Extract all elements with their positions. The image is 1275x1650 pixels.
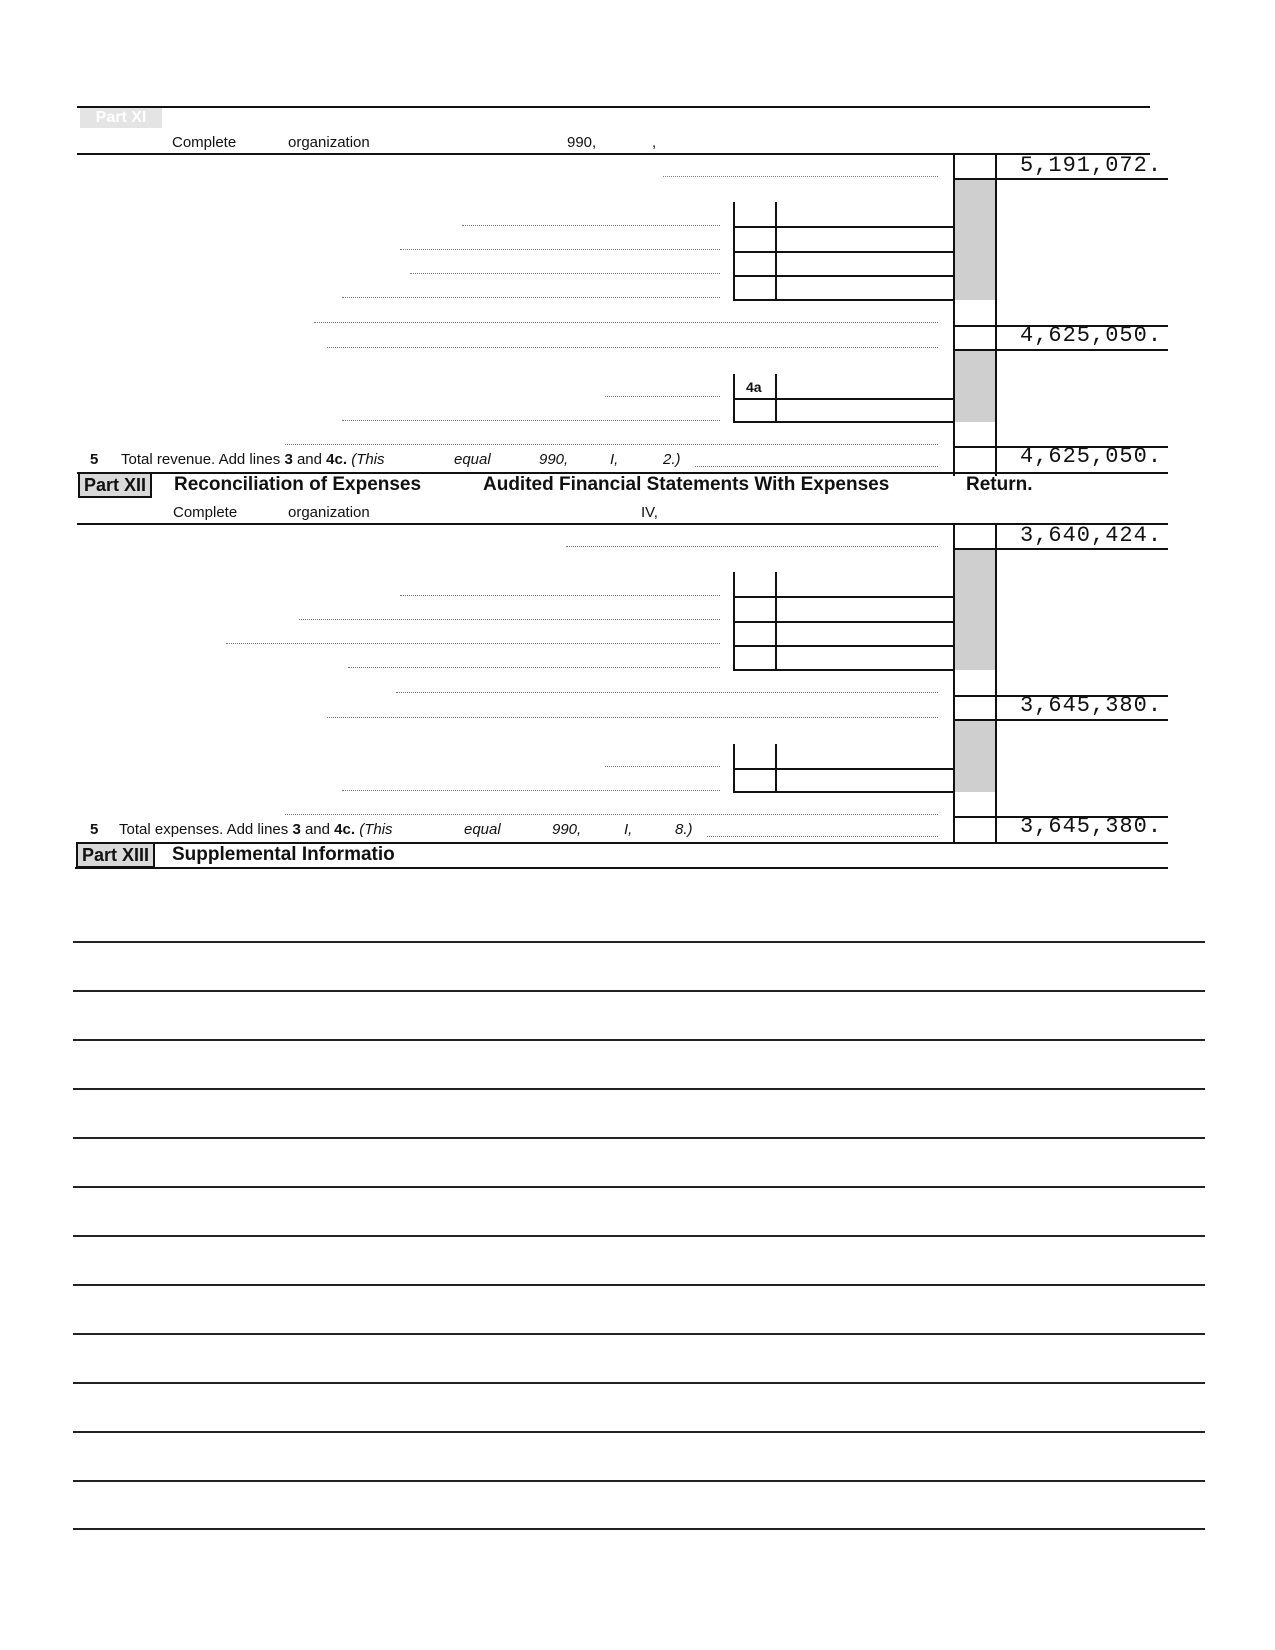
part-xi-subbox-row3	[733, 275, 953, 277]
part-xii-instruction-organization: organization	[288, 504, 370, 521]
part-xii-header-rule	[77, 523, 1168, 525]
part-xi-line5-part: I,	[610, 451, 619, 468]
part-xi-line5-ref: 2.)	[663, 451, 681, 468]
part-xi-instruction-complete: Complete	[172, 134, 237, 151]
part-xi-line2c-leader	[410, 273, 720, 274]
part-xi-line5-this: (This	[347, 451, 385, 468]
part-xi-line5-amount: 4,625,050.	[1020, 444, 1163, 469]
part-xi-subbox-row4	[733, 299, 953, 301]
part-xiii-title: Supplemental Informatio	[172, 844, 395, 865]
part-xii-subbox-row4	[733, 669, 953, 671]
part-xii-line5-this: (This	[355, 821, 393, 838]
part-xi-amount1-rule	[953, 178, 1168, 180]
part-xi-line3-topleader	[314, 322, 938, 323]
part-xi-amount3-rule	[953, 349, 1168, 351]
part-xii-line2c-leader	[226, 643, 720, 644]
supplemental-line	[73, 1480, 1205, 1482]
top-rule	[77, 106, 1150, 108]
part-xii-shade-2	[955, 720, 995, 792]
supplemental-line	[73, 1137, 1205, 1139]
part-xii-line1-amount: 3,640,424.	[1020, 523, 1163, 548]
part-xii-line4c-leader	[285, 814, 938, 815]
part-xi-line5-num: 5	[90, 451, 99, 468]
part-xiii-header-rule	[75, 867, 1168, 869]
part-xiii-label: Part XIII	[76, 842, 155, 868]
part-xii-subbox-row3	[733, 645, 953, 647]
part-xii-amount1-rule	[953, 548, 1168, 550]
part-xi-line5-990: 990,	[539, 451, 569, 468]
part-xii-title-right: Return.	[966, 474, 1033, 495]
part-xi-line2d-leader	[342, 297, 720, 298]
part-xi-line2a-leader	[462, 225, 720, 226]
part-xii-4a-row1	[733, 768, 953, 770]
part-xii-line4b-leader	[342, 790, 720, 791]
part-xii-line2a-leader	[400, 595, 720, 596]
part-xi-line4a-leader	[605, 396, 720, 397]
part-xi-header-rule	[77, 153, 1150, 155]
part-xi-line5-ref4c: 4c.	[326, 451, 348, 468]
part-xii-label: Part XII	[78, 472, 152, 498]
part-xi-4a-row2	[733, 421, 953, 423]
part-xii-instruction-complete: Complete	[173, 504, 238, 521]
part-xii-line5-ref4c: 4c.	[334, 821, 356, 838]
supplemental-line	[73, 1186, 1205, 1188]
part-xi-line5-ref3: 3	[284, 451, 293, 468]
supplemental-line-bottom	[73, 1528, 1205, 1530]
part-xii-title-left: Reconciliation of Expenses	[174, 474, 422, 495]
part-xi-line4c-leader	[285, 444, 938, 445]
part-xi-line5-leader	[695, 466, 938, 467]
supplemental-line	[73, 1382, 1205, 1384]
part-xi-instruction-organization: organization	[288, 134, 370, 151]
part-xi-line1-leader	[663, 176, 938, 177]
part-xi-line5-equal: equal	[454, 451, 491, 468]
part-xi-line2b-leader	[400, 249, 720, 250]
part-xii-line2b-leader	[299, 619, 720, 620]
supplemental-line	[73, 1333, 1205, 1335]
part-xii-title-mid: Audited Financial Statements With Expenses	[483, 474, 890, 495]
part-xi-line5-text: Total revenue. Add lines	[121, 451, 285, 468]
supplemental-line	[73, 941, 1205, 943]
part-xi-instruction-comma: ,	[652, 134, 657, 151]
part-xii-line5-ref: 8.)	[675, 821, 693, 838]
part-xii-line3-topleader	[396, 692, 938, 693]
part-xii-subbox-row1	[733, 596, 953, 598]
part-xii-line5-ref3: 3	[292, 821, 301, 838]
part-xi-line3-amount: 4,625,050.	[1020, 323, 1163, 348]
part-xii-linenum-col-right	[995, 524, 997, 842]
part-xi-line5-and: and	[292, 451, 327, 468]
part-xii-line5-label	[119, 821, 393, 838]
part-xi-line3-leader	[327, 347, 938, 348]
supplemental-line	[73, 1039, 1205, 1041]
supplemental-line	[73, 1431, 1205, 1433]
part-xii-shade-1	[955, 550, 995, 670]
part-xi-linenum-col-right	[995, 154, 997, 476]
part-xii-line5-text: Total expenses. Add lines	[119, 821, 293, 838]
part-xi-subbox-row2	[733, 251, 953, 253]
part-xi-line5-label	[121, 451, 385, 468]
part-xii-line5-num: 5	[90, 821, 99, 838]
part-xii-line5-leader	[707, 836, 938, 837]
part-xi-4a-row1	[733, 398, 953, 400]
part-xii-line3-leader	[327, 717, 938, 718]
part-xii-line1-leader	[566, 546, 938, 547]
part-xi-subbox-row1	[733, 226, 953, 228]
part-xi-shade-1	[955, 180, 995, 300]
part-xi-label: Part XI	[80, 108, 162, 128]
part-xii-amount3-rule	[953, 719, 1168, 721]
part-xii-line5-equal: equal	[464, 821, 501, 838]
supplemental-line	[73, 1284, 1205, 1286]
supplemental-line	[73, 1235, 1205, 1237]
part-xi-line4b-leader	[342, 420, 720, 421]
part-xi-shade-2	[955, 350, 995, 422]
part-xi-line1-amount: 5,191,072.	[1020, 153, 1163, 178]
supplemental-line	[73, 990, 1205, 992]
part-xii-4a-row2	[733, 791, 953, 793]
part-xii-line5-990: 990,	[552, 821, 582, 838]
part-xii-instruction-iv: IV,	[641, 504, 658, 521]
part-xii-line5-amount: 3,645,380.	[1020, 814, 1163, 839]
supplemental-line	[73, 1088, 1205, 1090]
part-xii-line3-amount: 3,645,380.	[1020, 693, 1163, 718]
part-xii-line5-and: and	[300, 821, 335, 838]
part-xi-instruction-990: 990,	[567, 134, 597, 151]
part-xii-line5-part: I,	[624, 821, 633, 838]
part-xi-box-4a: 4a	[746, 379, 762, 395]
part-xii-subbox-row2	[733, 621, 953, 623]
part-xii-line2d-leader	[348, 667, 720, 668]
part-xii-line4a-leader	[605, 766, 720, 767]
